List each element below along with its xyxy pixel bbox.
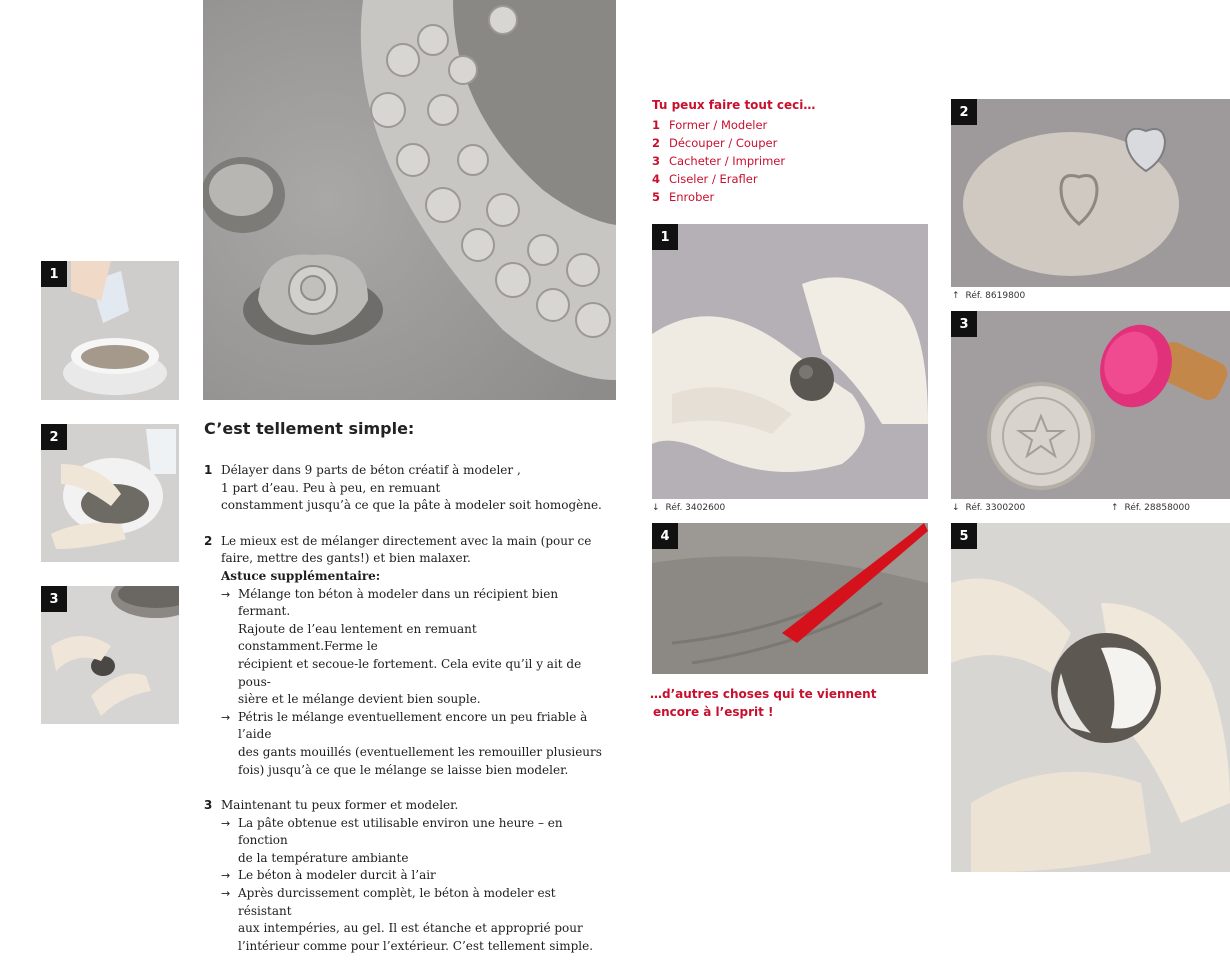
modeling-ball-photo [652, 224, 928, 499]
bullet-line: Après durcissement complèt, le béton à modeler est résistant [238, 886, 556, 918]
arrow-right-icon: → [221, 869, 231, 883]
instructions [204, 462, 604, 973]
bullet-item [221, 815, 604, 868]
can-do-number: 2 [652, 136, 661, 150]
ref-photo1 [652, 503, 725, 513]
hero-rose-wreath-photo [203, 0, 616, 400]
can-do-number: 5 [652, 190, 661, 204]
step-text-line: 1 part d’eau. Peu à peu, en remuant [221, 480, 441, 495]
bullet-line: de la température ambiante [238, 850, 409, 865]
step-number: 2 [204, 533, 213, 548]
photo3-badge: 3 [951, 311, 977, 337]
photo4-badge: 4 [652, 523, 678, 549]
photo1-badge: 1 [652, 224, 678, 250]
tip-item [221, 586, 604, 709]
ref-photo2 [952, 291, 1025, 301]
step3-badge: 3 [41, 586, 67, 612]
ref-number: Réf. 3300200 [965, 503, 1026, 513]
bullet-line: l’intérieur comme pour l’extérieur. C’est tellement simple. [238, 938, 594, 953]
can-do-label: Former / Modeler [669, 118, 768, 132]
can-do-label: Enrober [669, 190, 715, 204]
can-do-item [652, 116, 785, 134]
tip-line: fois) jusqu’à ce que le mélange se laisse bien modeler. [238, 762, 569, 777]
instruction-step-3 [204, 797, 604, 955]
step-text-line: Délayer dans 9 parts de béton créatif à modeler , [221, 463, 521, 477]
arrow-down-icon: ↓ [652, 503, 660, 513]
bullet-line: aux intempéries, au gel. Il est étanche et approprié pour [238, 921, 583, 936]
arrow-up-icon: ↑ [952, 291, 960, 301]
can-do-number: 1 [652, 118, 661, 132]
bullet-item [221, 885, 604, 955]
tip-line: récipient et secoue-le fortement. Cela evite qu’il y ait de pous- [238, 656, 582, 689]
arrow-right-icon: → [221, 887, 231, 901]
can-do-title: Tu peux faire tout ceci… [652, 98, 816, 112]
bullet-line: Le béton à modeler durcit à l’air [238, 868, 436, 883]
stamp-photo [951, 311, 1230, 499]
can-do-label: Découper / Couper [669, 136, 778, 150]
tip-line: Rajoute de l’eau lentement en remuant constamment.Ferme le [238, 621, 477, 654]
tip-heading: Astuce supplémentaire: [221, 568, 381, 583]
heart-cutout-photo [951, 99, 1230, 287]
can-do-label: Cacheter / Imprimer [669, 154, 786, 168]
tip-list [221, 586, 604, 780]
can-do-label: Ciseler / Erafler [669, 172, 758, 186]
bullet-line: La pâte obtenue est utilisable environ une heure – en fonction [238, 815, 563, 848]
coating-ball-photo [951, 523, 1230, 872]
can-do-item [652, 188, 785, 206]
bullet-item [221, 867, 604, 885]
arrow-right-icon: → [221, 587, 231, 601]
ref-number: Réf. 3402600 [665, 503, 726, 513]
step2-badge: 2 [41, 424, 67, 450]
step1-badge: 1 [41, 261, 67, 287]
bullet-list [221, 815, 604, 956]
step-text-line: constamment jusqu’à ce que la pâte à modeler soit homogène. [221, 498, 602, 513]
photo2-badge: 2 [951, 99, 977, 125]
arrow-right-icon: → [221, 816, 231, 830]
step-text-line: faire, mettre des gants!) et bien malaxer. [221, 551, 471, 566]
arrow-up-icon: ↑ [1111, 503, 1119, 513]
more-ideas-line: encore à l’esprit ! [653, 705, 774, 719]
step3-photo [41, 586, 179, 724]
tip-line: des gants mouillés (eventuellement les remouiller plusieurs [238, 744, 602, 759]
arrow-down-icon: ↓ [952, 503, 960, 513]
instruction-step-2 [204, 533, 604, 779]
carving-photo [652, 523, 928, 674]
can-do-item [652, 152, 785, 170]
step-text-line: Le mieux est de mélanger directement avec la main (pour ce [221, 533, 592, 548]
tip-line: sière et le mélange devient bien souple. [238, 692, 481, 707]
tip-item [221, 709, 604, 779]
more-ideas-text [650, 685, 876, 721]
can-do-number: 4 [652, 172, 661, 186]
can-do-item [652, 170, 785, 188]
step-text-line: Maintenant tu peux former et modeler. [221, 798, 459, 813]
step2-photo [41, 424, 179, 562]
step1-photo [41, 261, 179, 400]
ref-photo3a [952, 503, 1025, 513]
step-number: 1 [204, 463, 213, 477]
can-do-item [652, 134, 785, 152]
can-do-list [652, 116, 785, 206]
arrow-right-icon: → [221, 710, 231, 724]
step-number: 3 [204, 798, 213, 813]
ref-photo3b [1111, 503, 1190, 513]
tip-line: Pétris le mélange eventuellement encore un peu friable à l’aide [238, 709, 588, 742]
section-heading: C’est tellement simple: [204, 419, 415, 438]
photo5-badge: 5 [951, 523, 977, 549]
can-do-number: 3 [652, 154, 661, 168]
more-ideas-line: …d’autres choses qui te viennent [650, 687, 877, 701]
instruction-step-1 [204, 462, 604, 515]
ref-number: Réf. 28858000 [1124, 503, 1190, 513]
ref-number: Réf. 8619800 [965, 291, 1026, 301]
tip-line: Mélange ton béton à modeler dans un récipient bien fermant. [238, 586, 559, 619]
